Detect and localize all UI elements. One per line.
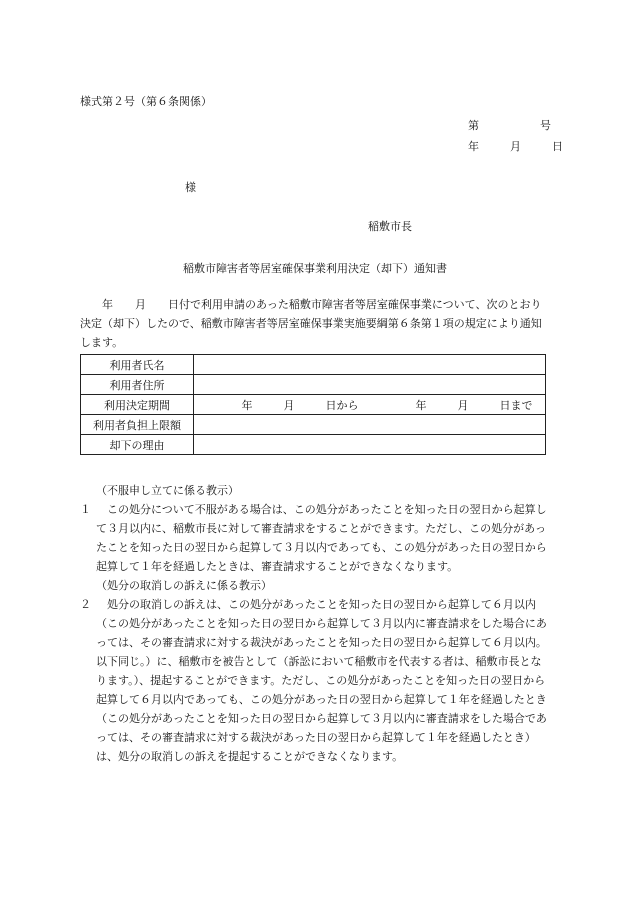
- value-user-address: [194, 375, 546, 395]
- period-to-month: 月: [457, 398, 469, 412]
- appeal-notes: [80, 481, 550, 766]
- period-to-day: 日まで: [499, 398, 533, 412]
- doc-number-dai: 第: [468, 119, 479, 132]
- doc-number-go: 号: [540, 119, 551, 132]
- notes-item-text: この処分について不服がある場合は、この処分があったことを知った日の翌日から起算して３月以内に、稲敷市長に対して審査請求をすることができます。ただし、この処分があったことを知った日の翌日から起算して３月以内であっても、この処分があった日の翌日から起算して１年を経過したときは、審査請求することができなくなります。: [96, 503, 547, 573]
- document-title: 稲敷市障害者等居室確保事業利用決定（却下）通知書: [183, 262, 447, 275]
- notes-item-number: １: [80, 503, 91, 516]
- notes-item-number: ２: [80, 598, 91, 611]
- notes-item-text: 処分の取消しの訴えは、この処分があったことを知った日の翌日から起算して６月以内（この処分があったことを知った日の翌日から起算して３月以内に審査請求をした場合にあっては、その審査請求に対する裁決があったことを知った日の翌日から起算して６月以内。以下同じ。）に、稲敷市を被告として（訴訟において稲敷市を代表する者は、稲敷市長となります。）、提起することができます。ただし、この処分があったことを知った日の翌日から起算して６月以内であっても、この処分があった日の翌日から起算して１年を経過したとき（この処分があったことを知った日の翌日から起算して３月以内に審査請求をした場合であっては、その審査請求に対する裁決があった日の翌日から起算して１年を経過したとき）は、処分の取消しの訴えを提起することができなくなります。: [96, 598, 547, 763]
- notes-heading-objection: （不服申し立てに係る教示）: [96, 484, 239, 497]
- value-rejection-reason: [194, 435, 546, 455]
- table-row: [81, 375, 546, 395]
- label-rejection-reason: 却下の理由: [81, 435, 194, 455]
- form-label: 様式第２号（第６条関係）: [80, 95, 212, 108]
- period-from-month: 月: [283, 398, 295, 412]
- table-row: [81, 415, 546, 435]
- notes-item-objection: [80, 500, 550, 576]
- label-user-name: 利用者氏名: [81, 355, 194, 375]
- date-day: 日: [552, 140, 563, 153]
- body-text: 年 月 日付で利用申請のあった稲敷市障害者等居室確保事業について、次のとおり決定（却下）したので、稲敷市障害者等居室確保事業実施要綱第６条第１項の規定により通知します。: [80, 298, 542, 349]
- value-copay-limit: [194, 415, 546, 435]
- table-row: [81, 395, 546, 415]
- notes-heading-lawsuit: （処分の取消しの訴えに係る教示）: [96, 579, 272, 592]
- period-from-day: 日から: [325, 398, 359, 412]
- period-from-year: 年: [241, 398, 253, 412]
- info-table: [80, 354, 546, 455]
- issue-date: [468, 138, 563, 154]
- table-row: [81, 435, 546, 455]
- date-year: 年: [468, 140, 479, 153]
- table-row: [81, 355, 546, 375]
- value-user-name: [194, 355, 546, 375]
- label-usage-period: 利用決定期間: [81, 395, 194, 415]
- value-usage-period: [194, 395, 546, 415]
- notes-item-lawsuit: [80, 595, 550, 766]
- issuer: 稲敷市長: [368, 220, 412, 233]
- document-number: [468, 117, 551, 133]
- label-copay-limit: 利用者負担上限額: [81, 415, 194, 435]
- label-user-address: 利用者住所: [81, 375, 194, 395]
- date-month: 月: [510, 140, 521, 153]
- period-to-year: 年: [415, 398, 427, 412]
- addressee: 様: [185, 181, 196, 194]
